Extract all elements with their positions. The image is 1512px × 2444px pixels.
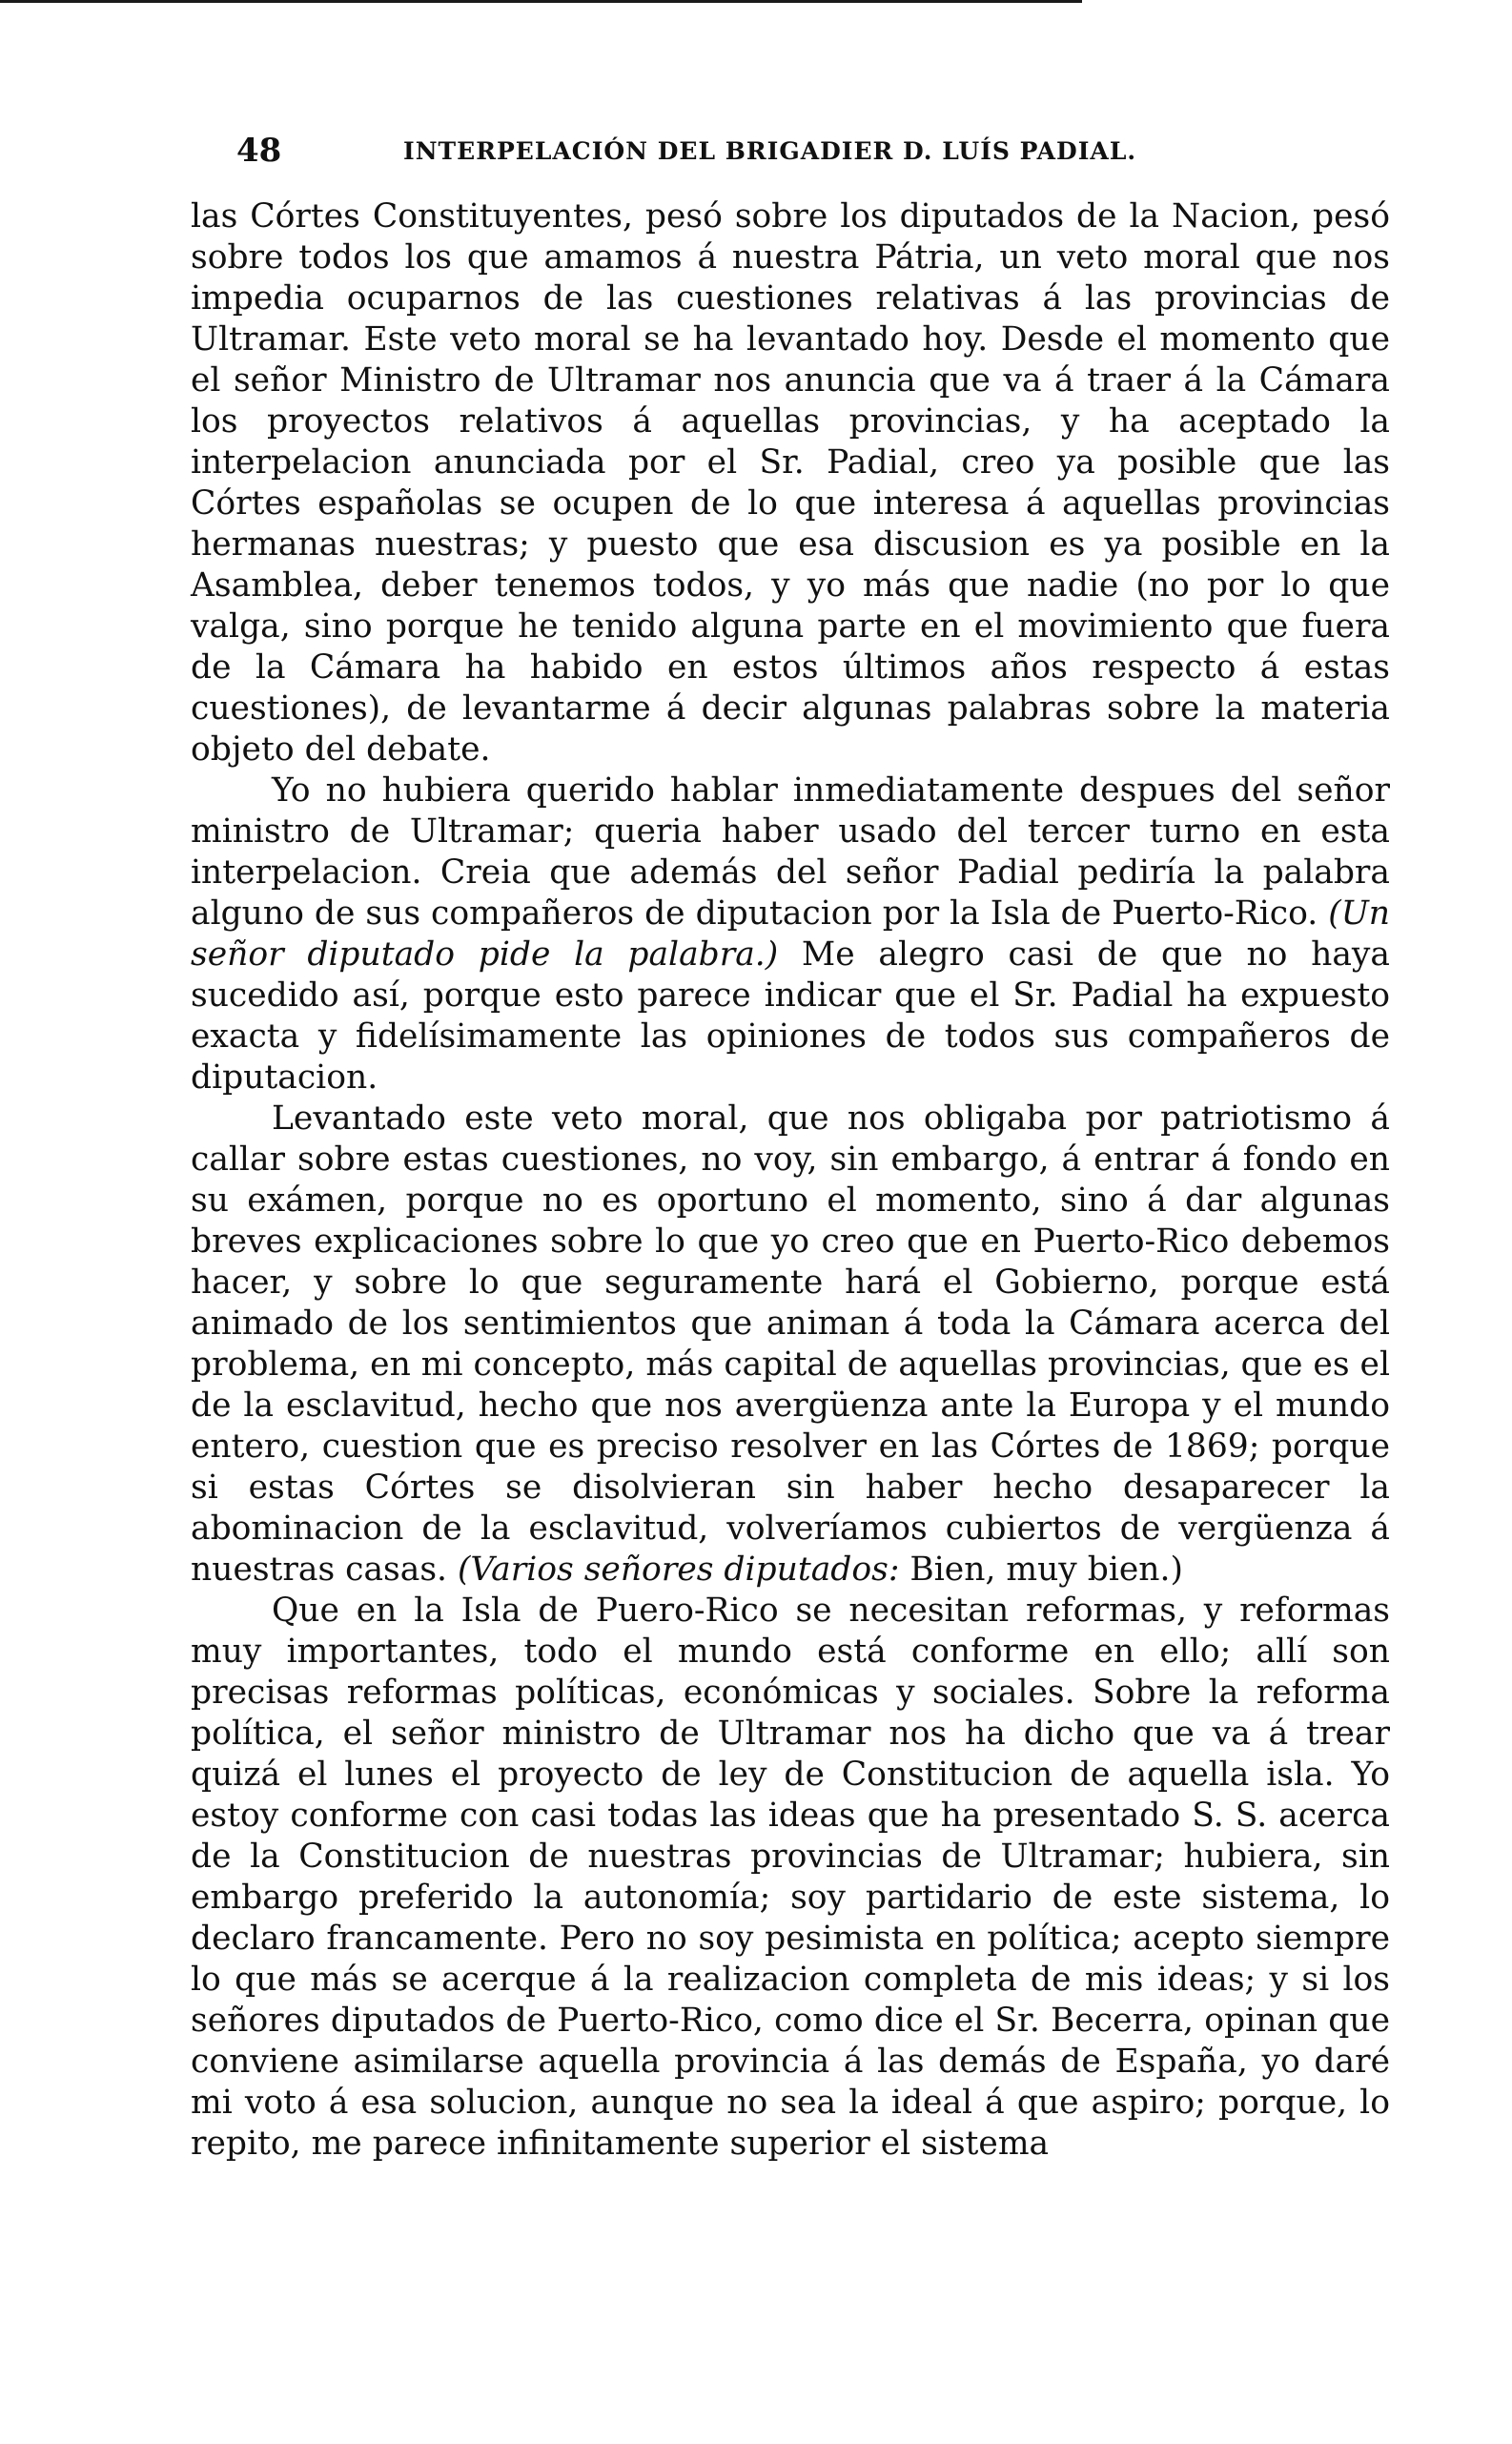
paragraph-text: Que en la Isla de Puero-Rico se necesitan reformas, y reformas muy importantes, todo el mundo está conforme en ello; allí son precisas reformas políticas, económicas y sociales. Sobre la reforma política, el señor ministro de Ultramar nos ha dicho que va á trear quizá el lunes el proyecto de ley de Constitucion de aquella isla. Yo estoy conforme con casi todas las ideas que ha presentado S. S. acerca de la Constitucion de nuestras provincias de Ultramar; hubiera, sin embargo preferido la autonomía; soy partidario de este sistema, lo declaro francamente. Pero no soy pesimista en política; acepto siempre lo que más se acerque á la realizacion completa de mis ideas; y si los señores diputados de Puerto-Rico, como dice el Sr. Becerra, opinan que conviene asimilarse aquella provincia á las demás de España, yo daré mi voto á esa solucion, aunque no sea la ideal á que aspiro; porque, lo repito, me parece infinitamente superior el sistema <box>191 1592 1390 2163</box>
page-number: 48 <box>236 132 282 170</box>
paragraph-text: Me alegro casi de que no haya sucedido así, porque esto parece indicar que el Sr. Padial ha expuesto exacta y fidelísimamente las opiniones de todos sus compañeros de diputacion. <box>191 935 1390 1097</box>
paragraph <box>191 1591 1390 2165</box>
top-scan-rule <box>0 0 1082 3</box>
interjection: (Varios señores diputados: <box>457 1551 900 1589</box>
paragraph <box>191 770 1390 1099</box>
paragraph-text: Levantado este veto moral, que nos obligaba por patriotismo á callar sobre estas cuestiones, no voy, sin embargo, á entrar á fondo en su exámen, porque no es oportuno el momento, sino á dar algunas breves explicaciones sobre lo que yo creo que en Puerto-Rico debemos hacer, y sobre lo que seguramente hará el Gobierno, porque está animado de los sentimientos que animan á toda la Cámara acerca del problema, en mi concepto, más capital de aquellas provincias, que es el de la esclavitud, hecho que nos avergüenza ante la Europa y el mundo entero, cuestion que es preciso resolver en las Córtes de 1869; porque si estas Córtes se disolvieran sin haber hecho desaparecer la abominacion de la esclavitud, volveríamos cubiertos de vergüenza á nuestras casas. <box>191 1099 1390 1589</box>
paragraph-text: Bien, muy bien.) <box>899 1551 1183 1589</box>
paragraph <box>191 1099 1390 1591</box>
page-header <box>236 132 1247 179</box>
paragraph-text: las Córtes Constituyentes, pesó sobre los diputados de la Nacion, pesó sobre todos los que amamos á nuestra Pátria, un veto moral que nos impedia ocuparnos de las cuestiones relativas á las provincias de Ultramar. Este veto moral se ha levantado hoy. Desde el momento que el señor Ministro de Ultramar nos anuncia que va á traer á la Cámara los proyectos relativos á aquellas provincias, y ha aceptado la interpelacion anunciada por el Sr. Padial, creo ya posible que las Córtes españolas se ocupen de lo que interesa á aquellas provincias hermanas nuestras; y puesto que esa discusion es ya posible en la Asamblea, deber tenemos todos, y yo más que nadie (no por lo que valga, sino porque he tenido alguna parte en el movimiento que fuera de la Cámara ha habido en estos últimos años respecto á estas cuestiones), de levantarme á decir algunas palabras sobre la materia objeto del debate. <box>191 197 1390 769</box>
interjection: (Un señor diputado pide la palabra.) <box>191 894 1390 974</box>
running-title: INTERPELACIÓN DEL BRIGADIER D. LUÍS PADIAL. <box>403 137 1137 165</box>
paragraph-text: Yo no hubiera querido hablar inmediatamente despues del señor ministro de Ultramar; queria haber usado del tercer turno en esta interpelacion. Creia que además del señor Padial pediría la palabra alguno de sus compañeros de diputacion por la Isla de Puerto-Rico. <box>191 771 1390 933</box>
paragraph <box>191 196 1390 770</box>
body-text <box>191 196 1390 2165</box>
